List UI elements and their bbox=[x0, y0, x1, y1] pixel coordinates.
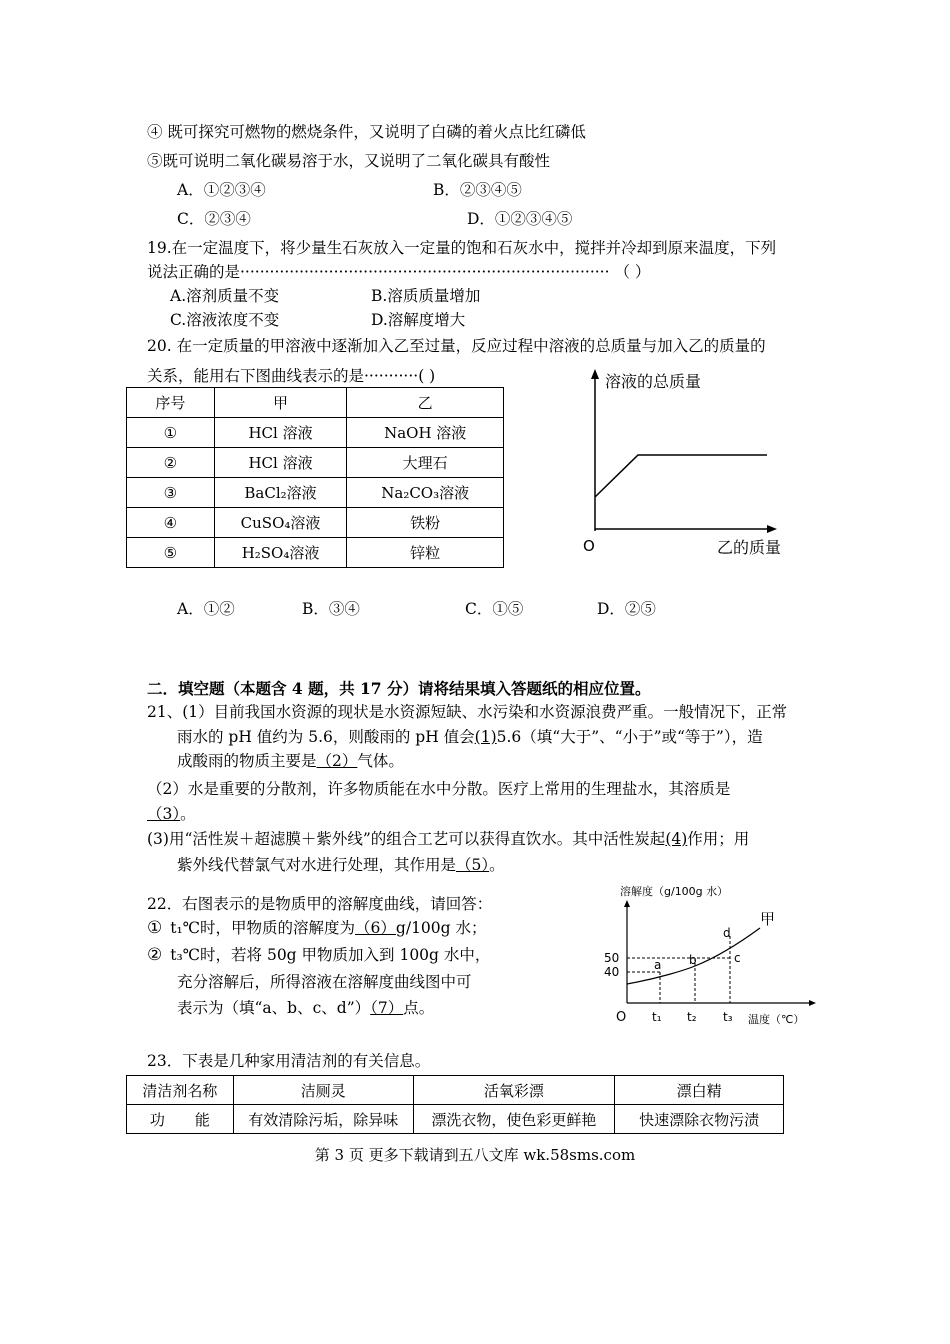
q21-line3: 成酸雨的物质主要是（2）气体。 bbox=[177, 752, 404, 770]
q20-mass-graph bbox=[575, 365, 815, 565]
y-axis-arrow bbox=[624, 900, 630, 907]
q19-stem-line1: 19.在一定温度下，将少量生石灰放入一定量的饱和石灰水中，搅拌并冷却到原来温度，下列 bbox=[147, 239, 777, 257]
q20-option-d: D．②⑤ bbox=[597, 600, 656, 618]
q23-table-cell: 功 能 bbox=[127, 1105, 234, 1134]
mass-curve bbox=[595, 455, 767, 497]
q19-option-a: A.溶剂质量不变 bbox=[170, 287, 280, 305]
q18-option-b: B．②③④⑤ bbox=[433, 181, 522, 199]
q19-option-b: B.溶质质量增加 bbox=[371, 287, 481, 305]
q22-solubility-graph bbox=[590, 880, 825, 1030]
graph-y-label: 溶解度（g/100g 水） bbox=[620, 885, 729, 898]
blank-6: （6） bbox=[355, 919, 396, 937]
q20-table-cell: Na₂CO₃溶液 bbox=[347, 478, 504, 508]
q19-option-d: D.溶解度增大 bbox=[371, 311, 466, 329]
graph-origin: O bbox=[616, 1010, 627, 1025]
x-tick-t3: t₃ bbox=[723, 1010, 733, 1024]
graph-x-label: 温度（℃） bbox=[748, 1013, 805, 1026]
q20-table-cell: H₂SO₄溶液 bbox=[214, 538, 347, 568]
q22-item2-line2: 充分溶解后，所得溶液在溶解度曲线图中可 bbox=[177, 973, 472, 991]
q21-line7: 紫外线代替氯气对水进行处理，其作用是（5）。 bbox=[177, 856, 505, 874]
y-tick-40: 40 bbox=[604, 965, 620, 979]
blank-4: (4) bbox=[665, 830, 688, 848]
q20-table-cell: ② bbox=[127, 448, 215, 478]
section2-title: 二．填空题（本题含 4 题，共 17 分）请将结果填入答题纸的相应位置。 bbox=[147, 679, 651, 698]
q23-table-header: 活氧彩漂 bbox=[413, 1076, 615, 1105]
q20-table-cell: 锌粒 bbox=[347, 538, 504, 568]
q18-statement-4: ④ 既可探究可燃物的燃烧条件，又说明了白磷的着火点比红磷低 bbox=[147, 123, 586, 141]
x-tick-t2: t₂ bbox=[687, 1010, 697, 1024]
q21-line6: (3)用“活性炭＋超滤膜＋紫外线”的组合工艺可以获得直饮水。其中活性炭起(4)作用；用 bbox=[147, 830, 750, 848]
q18-option-a: A．①②③④ bbox=[177, 181, 266, 199]
q20-option-b: B．③④ bbox=[302, 600, 360, 618]
graph-x-label: 乙的质量 bbox=[717, 538, 782, 557]
q20-table-cell: ④ bbox=[127, 508, 215, 538]
page-footer: 第 3 页 更多下载请到五八文库 wk.58sms.com bbox=[314, 1146, 636, 1164]
curve-label: 甲 bbox=[760, 910, 776, 928]
q20-table-cell: CuSO₄溶液 bbox=[214, 508, 347, 538]
q23-table bbox=[126, 1075, 784, 1134]
point-b: b bbox=[689, 953, 697, 967]
q20-table-cell: NaOH 溶液 bbox=[347, 418, 504, 448]
q20-table-cell: HCl 溶液 bbox=[214, 418, 347, 448]
q20-table-cell: ③ bbox=[127, 478, 215, 508]
y-axis-arrow bbox=[591, 369, 599, 379]
q19-option-c: C.溶液浓度不变 bbox=[170, 311, 280, 329]
q23-table-cell: 漂洗衣物，使色彩更鲜艳 bbox=[413, 1105, 615, 1134]
q22-stem: 22．右图表示的是物质甲的溶解度曲线，请回答： bbox=[147, 895, 493, 913]
q23-table-header: 洁厕灵 bbox=[233, 1076, 413, 1105]
q19-stem-line2: 说法正确的是··········································································· （ ） bbox=[147, 263, 651, 281]
q21-line5: （3）。 bbox=[147, 805, 196, 823]
point-a: a bbox=[654, 958, 662, 972]
point-c: c bbox=[734, 951, 741, 965]
q20-stem-line2: 关系，能用右下图曲线表示的是···········( ) bbox=[147, 367, 436, 385]
q21-line4: （2）水是重要的分散剂，许多物质能在水中分散。医疗上常用的生理盐水，其溶质是 bbox=[147, 780, 731, 798]
blank-3: （3） bbox=[147, 805, 181, 823]
point-d: d bbox=[723, 926, 731, 940]
q20-stem-line1: 20. 在一定质量的甲溶液中逐渐加入乙至过量，反应过程中溶液的总质量与加入乙的质量的 bbox=[147, 337, 766, 355]
q21-line1: 21、(1）目前我国水资源的现状是水资源短缺、水污染和水资源浪费严重。一般情况下，正常 bbox=[147, 703, 788, 721]
y-tick-50: 50 bbox=[604, 951, 620, 965]
q20-table bbox=[126, 387, 504, 568]
q23-table-cell: 快速漂除衣物污渍 bbox=[615, 1105, 784, 1134]
q23-table-header: 漂白精 bbox=[615, 1076, 784, 1105]
blank-2: （2） bbox=[316, 752, 358, 770]
q20-table-header: 序号 bbox=[127, 388, 215, 418]
q18-option-c: C．②③④ bbox=[177, 210, 251, 228]
x-tick-t1: t₁ bbox=[652, 1010, 662, 1024]
graph-y-label: 溶液的总质量 bbox=[605, 372, 702, 391]
q20-table-header: 甲 bbox=[214, 388, 347, 418]
q20-table-cell: BaCl₂溶液 bbox=[214, 478, 347, 508]
blank-5: （5） bbox=[456, 856, 490, 874]
q20-table-header: 乙 bbox=[347, 388, 504, 418]
q18-option-d: D．①②③④⑤ bbox=[467, 210, 573, 228]
q22-item2-line3: 表示为（填“a、b、c、d”）（7）点。 bbox=[177, 999, 435, 1017]
q21-line2: 雨水的 pH 值约为 5.6，则酸雨的 pH 值会(1)5.6（填“大于”、“小于”或“等于”），造 bbox=[177, 728, 763, 746]
q20-table-cell: ① bbox=[127, 418, 215, 448]
q22-item2: ② t₃℃时，若将 50g 甲物质加入到 100g 水中， bbox=[147, 945, 491, 965]
graph-origin: O bbox=[583, 537, 595, 555]
q18-statement-5: ⑤既可说明二氧化碳易溶于水，又说明了二氧化碳具有酸性 bbox=[147, 152, 551, 170]
q23-table-cell: 有效清除污垢，除异味 bbox=[233, 1105, 413, 1134]
q20-table-cell: 铁粉 bbox=[347, 508, 504, 538]
q23-stem: 23．下表是几种家用清洁剂的有关信息。 bbox=[147, 1052, 431, 1070]
q20-table-cell: 大理石 bbox=[347, 448, 504, 478]
blank-7: （7） bbox=[370, 999, 404, 1017]
q22-item1: ① t₁℃时，甲物质的溶解度为（6）g/100g 水； bbox=[147, 918, 487, 938]
q20-table-cell: HCl 溶液 bbox=[214, 448, 347, 478]
q23-table-header: 清洁剂名称 bbox=[127, 1076, 234, 1105]
blank-1: (1) bbox=[474, 728, 497, 746]
x-axis-arrow bbox=[767, 525, 777, 533]
q20-option-a: A．①② bbox=[177, 600, 235, 618]
x-axis-arrow bbox=[809, 1000, 816, 1006]
q20-table-cell: ⑤ bbox=[127, 538, 215, 568]
q20-option-c: C．①⑤ bbox=[465, 600, 524, 618]
